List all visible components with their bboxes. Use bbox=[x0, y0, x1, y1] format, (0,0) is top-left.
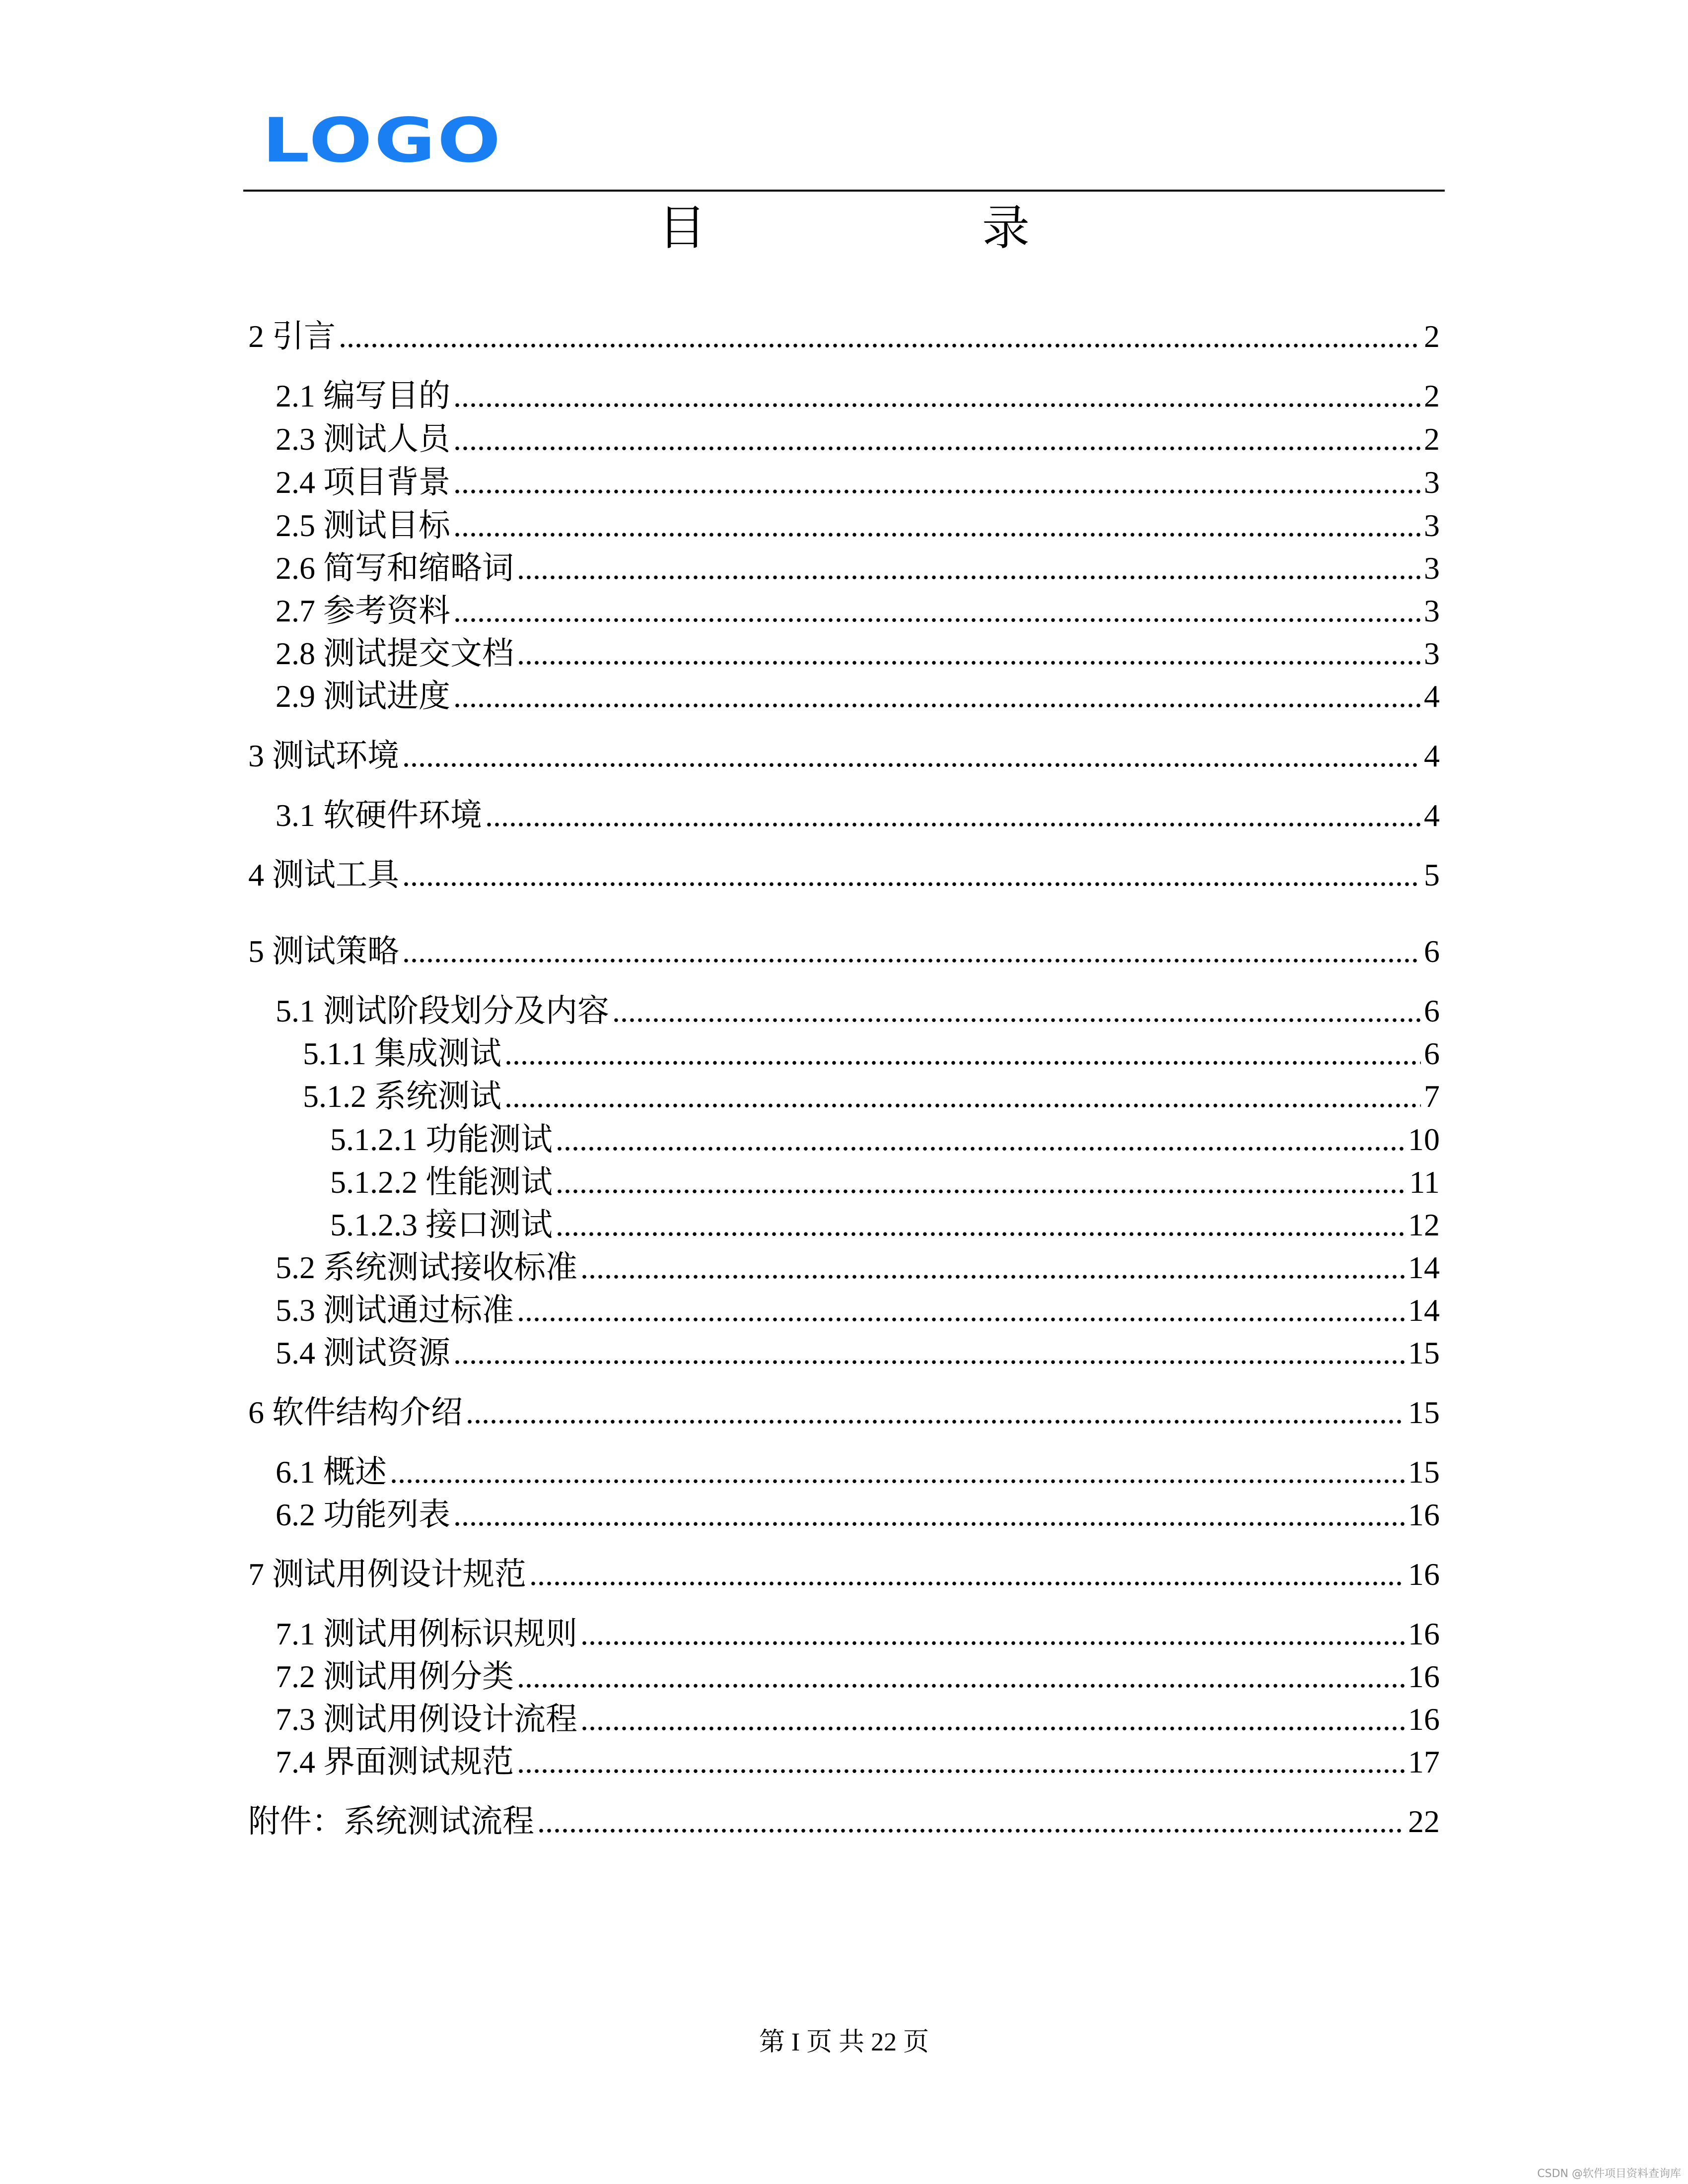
toc-entry-page: 6 bbox=[1424, 934, 1440, 969]
page-footer: 第 I 页 共 22 页 bbox=[759, 2028, 929, 2056]
company-logo bbox=[262, 105, 503, 176]
toc-entry-page: 2 bbox=[1424, 378, 1440, 413]
toc-entry-page: 4 bbox=[1424, 679, 1440, 714]
toc-entry-page: 6 bbox=[1424, 1036, 1440, 1071]
toc-entry-page: 3 bbox=[1424, 550, 1440, 586]
toc-entry[interactable] bbox=[248, 317, 1440, 356]
toc-entry-label: 2.6 简写和缩略词 bbox=[276, 550, 514, 586]
toc-entry-label: 7.3 测试用例设计流程 bbox=[276, 1702, 577, 1737]
toc-entry-page: 4 bbox=[1424, 738, 1440, 773]
dot-leader bbox=[517, 548, 1421, 588]
toc-entry[interactable] bbox=[276, 1700, 1440, 1739]
toc-entry-label: 7.2 测试用例分类 bbox=[276, 1659, 514, 1694]
toc-entry[interactable] bbox=[276, 634, 1440, 674]
toc-entry[interactable] bbox=[248, 855, 1440, 895]
toc-entry-label: 5.4 测试资源 bbox=[276, 1335, 450, 1370]
dot-leader bbox=[453, 506, 1421, 546]
dot-leader bbox=[466, 1393, 1405, 1433]
toc-entry-label: 6.1 概述 bbox=[276, 1454, 387, 1490]
toc-entry-page: 3 bbox=[1424, 636, 1440, 671]
dot-leader bbox=[529, 1555, 1405, 1594]
dot-leader bbox=[556, 1120, 1405, 1160]
toc-entry-page: 3 bbox=[1424, 508, 1440, 543]
toc-entry-page: 16 bbox=[1408, 1557, 1440, 1592]
toc-entry[interactable] bbox=[276, 548, 1440, 588]
dot-leader bbox=[537, 1802, 1405, 1842]
dot-leader bbox=[453, 419, 1421, 459]
toc-entry[interactable] bbox=[276, 1495, 1440, 1535]
toc-entry[interactable] bbox=[248, 1555, 1440, 1594]
dot-leader bbox=[453, 376, 1421, 416]
logo-text: LOGO bbox=[262, 105, 503, 176]
toc-entry-page: 16 bbox=[1408, 1616, 1440, 1651]
toc-entry-label: 5.1.1 集成测试 bbox=[303, 1036, 501, 1071]
toc-entry-label: 6 软件结构介绍 bbox=[248, 1395, 463, 1430]
dot-leader bbox=[453, 1495, 1405, 1535]
toc-entry[interactable] bbox=[276, 796, 1440, 835]
dot-leader bbox=[402, 855, 1421, 895]
toc-entry[interactable] bbox=[276, 1291, 1440, 1330]
dot-leader bbox=[580, 1248, 1405, 1288]
toc-entry-page: 10 bbox=[1408, 1122, 1440, 1157]
dot-leader bbox=[402, 932, 1421, 971]
dot-leader bbox=[580, 1700, 1405, 1739]
toc-entry[interactable] bbox=[303, 1034, 1440, 1074]
toc-entry-label: 2.3 测试人员 bbox=[276, 421, 450, 457]
toc-entry-label: 5.1 测试阶段划分及内容 bbox=[276, 993, 609, 1028]
dot-leader bbox=[453, 1333, 1405, 1373]
toc-entry[interactable] bbox=[276, 1657, 1440, 1697]
toc-entry[interactable] bbox=[276, 1333, 1440, 1373]
dot-leader bbox=[580, 1614, 1405, 1654]
toc-entry-page: 16 bbox=[1408, 1659, 1440, 1694]
toc-entry[interactable] bbox=[276, 1742, 1440, 1782]
toc-entry-label: 附件：系统测试流程 bbox=[248, 1804, 534, 1839]
dot-leader bbox=[504, 1034, 1421, 1074]
watermark: CSDN @软件项目资料查询库 bbox=[1537, 2168, 1681, 2180]
toc-entry[interactable] bbox=[276, 1248, 1440, 1288]
toc-entry-label: 5.2 系统测试接收标准 bbox=[276, 1250, 577, 1285]
toc-entry[interactable] bbox=[248, 932, 1440, 971]
toc-entry[interactable] bbox=[330, 1120, 1440, 1160]
dot-leader bbox=[453, 463, 1421, 502]
toc-entry-label: 7.4 界面测试规范 bbox=[276, 1744, 514, 1779]
toc-entry-page: 14 bbox=[1408, 1293, 1440, 1328]
toc-entry-page: 11 bbox=[1409, 1164, 1440, 1200]
toc-title: 目 录 bbox=[658, 202, 1144, 255]
dot-leader bbox=[517, 1742, 1405, 1782]
toc-entry[interactable] bbox=[276, 1452, 1440, 1492]
dot-leader bbox=[453, 677, 1421, 716]
toc-entry-page: 6 bbox=[1424, 993, 1440, 1028]
toc-entry-page: 4 bbox=[1424, 798, 1440, 833]
dot-leader bbox=[453, 591, 1421, 631]
toc-entry[interactable] bbox=[276, 376, 1440, 416]
toc-entry[interactable] bbox=[276, 506, 1440, 546]
dot-leader bbox=[517, 1657, 1405, 1697]
dot-leader bbox=[556, 1205, 1405, 1245]
dot-leader bbox=[517, 634, 1421, 674]
toc-entry-label: 7 测试用例设计规范 bbox=[248, 1557, 526, 1592]
toc-entry-label: 2.7 参考资料 bbox=[276, 593, 450, 628]
toc-entry-label: 5.1.2.3 接口测试 bbox=[330, 1207, 553, 1242]
toc-entry-page: 15 bbox=[1408, 1395, 1440, 1430]
toc-entry[interactable] bbox=[330, 1205, 1440, 1245]
header-divider bbox=[243, 190, 1445, 192]
toc-entry-label: 5.1.2.2 性能测试 bbox=[330, 1164, 553, 1200]
toc-entry-label: 5.3 测试通过标准 bbox=[276, 1293, 514, 1328]
toc-entry-page: 17 bbox=[1408, 1744, 1440, 1779]
toc-entry[interactable] bbox=[330, 1162, 1440, 1202]
toc-entry-label: 3.1 软硬件环境 bbox=[276, 798, 482, 833]
dot-leader bbox=[339, 317, 1421, 356]
toc-entry[interactable] bbox=[248, 1802, 1440, 1842]
toc-entry[interactable] bbox=[276, 991, 1440, 1031]
toc-entry-label: 6.2 功能列表 bbox=[276, 1497, 450, 1532]
toc-entry-page: 5 bbox=[1424, 857, 1440, 892]
toc-entry-page: 16 bbox=[1408, 1497, 1440, 1532]
dot-leader bbox=[402, 736, 1421, 776]
dot-leader bbox=[390, 1452, 1405, 1492]
toc-entry-label: 2.5 测试目标 bbox=[276, 508, 450, 543]
toc-entry-page: 3 bbox=[1424, 465, 1440, 500]
toc-entry-label: 7.1 测试用例标识规则 bbox=[276, 1616, 577, 1651]
toc-entry-page: 15 bbox=[1408, 1335, 1440, 1370]
toc-entry-page: 2 bbox=[1424, 421, 1440, 457]
toc-entry[interactable] bbox=[248, 736, 1440, 776]
toc-entry-label: 2 引言 bbox=[248, 319, 336, 354]
toc-entry[interactable] bbox=[276, 463, 1440, 502]
dot-leader bbox=[556, 1162, 1406, 1202]
toc-entry[interactable] bbox=[276, 1614, 1440, 1654]
toc-entry-page: 15 bbox=[1408, 1454, 1440, 1490]
toc-entry[interactable] bbox=[276, 677, 1440, 716]
toc-entry-label: 3 测试环境 bbox=[248, 738, 399, 773]
toc-entry-page: 2 bbox=[1424, 319, 1440, 354]
toc-entry-label: 2.1 编写目的 bbox=[276, 378, 450, 413]
toc-entry-label: 5.1.2 系统测试 bbox=[303, 1079, 501, 1114]
toc-entry[interactable] bbox=[303, 1077, 1440, 1116]
toc-entry-page: 12 bbox=[1408, 1207, 1440, 1242]
toc-entry-label: 2.9 测试进度 bbox=[276, 679, 450, 714]
dot-leader bbox=[517, 1291, 1405, 1330]
dot-leader bbox=[612, 991, 1421, 1031]
toc-entry[interactable] bbox=[276, 419, 1440, 459]
toc-entry-page: 7 bbox=[1424, 1079, 1440, 1114]
toc-entry[interactable] bbox=[248, 1393, 1440, 1433]
toc-entry-label: 4 测试工具 bbox=[248, 857, 399, 892]
toc-entry-label: 5 测试策略 bbox=[248, 934, 399, 969]
toc-entry-label: 2.4 项目背景 bbox=[276, 465, 450, 500]
toc-entry-label: 5.1.2.1 功能测试 bbox=[330, 1122, 553, 1157]
toc-entry-label: 2.8 测试提交文档 bbox=[276, 636, 514, 671]
toc-entry-page: 3 bbox=[1424, 593, 1440, 628]
toc-entry-page: 14 bbox=[1408, 1250, 1440, 1285]
dot-leader bbox=[504, 1077, 1421, 1116]
toc-entry[interactable] bbox=[276, 591, 1440, 631]
toc-entry-page: 22 bbox=[1408, 1804, 1440, 1839]
dot-leader bbox=[485, 796, 1421, 835]
toc-entry-page: 16 bbox=[1408, 1702, 1440, 1737]
